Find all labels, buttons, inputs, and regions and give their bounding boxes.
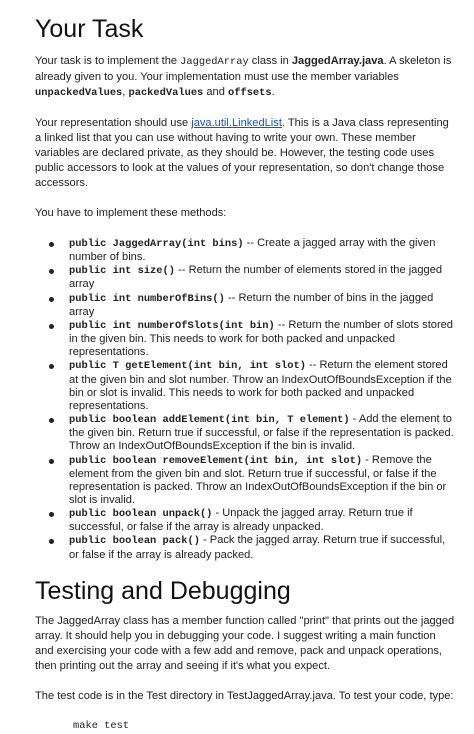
method-description: - Remove the element from the given bin and slot. Return true if successful, or false if the representation is packed. Throw an IndexOutOfBoundsException if the bin or slot is invalid. (69, 453, 447, 506)
bullet-icon (49, 324, 54, 329)
method-item (35, 264, 455, 291)
bullet-icon (49, 242, 54, 247)
command-code: make test (73, 719, 130, 732)
class-name-code: JaggedArray (180, 56, 249, 68)
intro-text-1: Your task is to implement the (35, 55, 181, 67)
bullet-icon (49, 512, 54, 517)
intro-text-2: class in (248, 55, 292, 67)
bullet-icon (49, 459, 54, 464)
methods-intro: You have to implement these methods: (35, 207, 227, 219)
intro-text-3: . A skeleton is already given to you. Your implementation must use the member variables (35, 55, 452, 83)
repr-text-2: . This is a Java class representing a linked list that you can use without having to write your own. These member variables are declared private, as they should be. However, the testing code uses public accessors to look at the values of your representation, so don't change those accessors. (35, 117, 449, 189)
representation-paragraph (35, 116, 455, 191)
member-var-offsets: offsets (227, 87, 272, 99)
section-heading-testing: Testing and Debugging (35, 576, 291, 605)
method-signature: public boolean removeElement(int bin, int slot) (69, 454, 363, 467)
method-item (35, 454, 455, 508)
bullet-icon (49, 364, 54, 369)
bullet-icon (49, 539, 54, 544)
method-description: -- Return the number of bins in the jagged array (69, 291, 434, 318)
method-signature: public int numberOfBins() (69, 292, 225, 305)
method-item (35, 507, 455, 534)
method-signature: public boolean pack() (69, 535, 200, 548)
method-signature: public boolean addElement(int bin, T element) (69, 414, 350, 427)
member-var-unpacked: unpackedValues (35, 87, 123, 99)
method-description: -- Create a jagged array with the given number of bins. (69, 237, 436, 264)
intro-text-4: , (122, 86, 129, 98)
member-var-packed: packedValues (128, 87, 204, 99)
method-description: - Add the element to the given bin. Return true if successful, or false if the representation is packed. Throw an IndexOutOfBoundsException if the bin is invalid. (69, 413, 454, 453)
method-signature: public boolean unpack() (69, 508, 213, 521)
bullet-icon (49, 269, 54, 274)
method-description: -- Return the element stored at the given bin and slot number. Throw an IndexOutOfBoundsException if the bin or slot is invalid. This needs to work for both packed and unpacked representations. (69, 359, 452, 412)
method-description: -- Return the number of slots stored in the given bin. This needs to work for both packed and unpacked representations. (69, 318, 453, 359)
method-signature: public JaggedArray(int bins) (69, 238, 244, 250)
bullet-icon (49, 297, 54, 302)
method-item (35, 292, 455, 319)
method-item (35, 319, 455, 359)
method-description: -- Return the number of elements stored in the jagged array (69, 264, 443, 291)
test-instructions: The test code is in the Test directory in TestJaggedArray.java. To test your code, type: (35, 689, 454, 702)
method-item (35, 237, 455, 264)
method-signature: public int size() (69, 265, 176, 278)
intro-paragraph (35, 54, 455, 101)
method-signature: public T getElement(int bin, int slot) (69, 360, 306, 373)
intro-text-5: and (203, 86, 228, 98)
linkedlist-link[interactable]: java.util.LinkedList (191, 117, 282, 129)
section-heading-your-task: Your Task (35, 15, 144, 43)
bullet-icon (49, 418, 54, 423)
method-signature: public int numberOfSlots(int bin) (69, 319, 275, 332)
file-name: JaggedArray.java (291, 55, 384, 67)
document-body (35, 14, 455, 734)
method-description: - Unpack the jagged array. Return true if successful, or false if the array is already unpacked. (69, 507, 413, 534)
method-item (35, 359, 455, 413)
repr-text-1: Your representation should use (35, 117, 192, 129)
method-list (35, 237, 455, 562)
method-item (35, 413, 455, 453)
testing-paragraph: The JaggedArray class has a member function called "print" that prints out the jagged array. It should help you in debugging your code. I suggest writing a main function and exercising your code with a few add and remove, pack and unpack operations, then printing out the array and seeing if it's what you expect. (35, 614, 455, 672)
method-item (35, 534, 455, 561)
method-description: - Pack the jagged array. Return true if successful, or false if the array is already packed. (69, 534, 446, 561)
intro-text-6: . (271, 86, 275, 98)
